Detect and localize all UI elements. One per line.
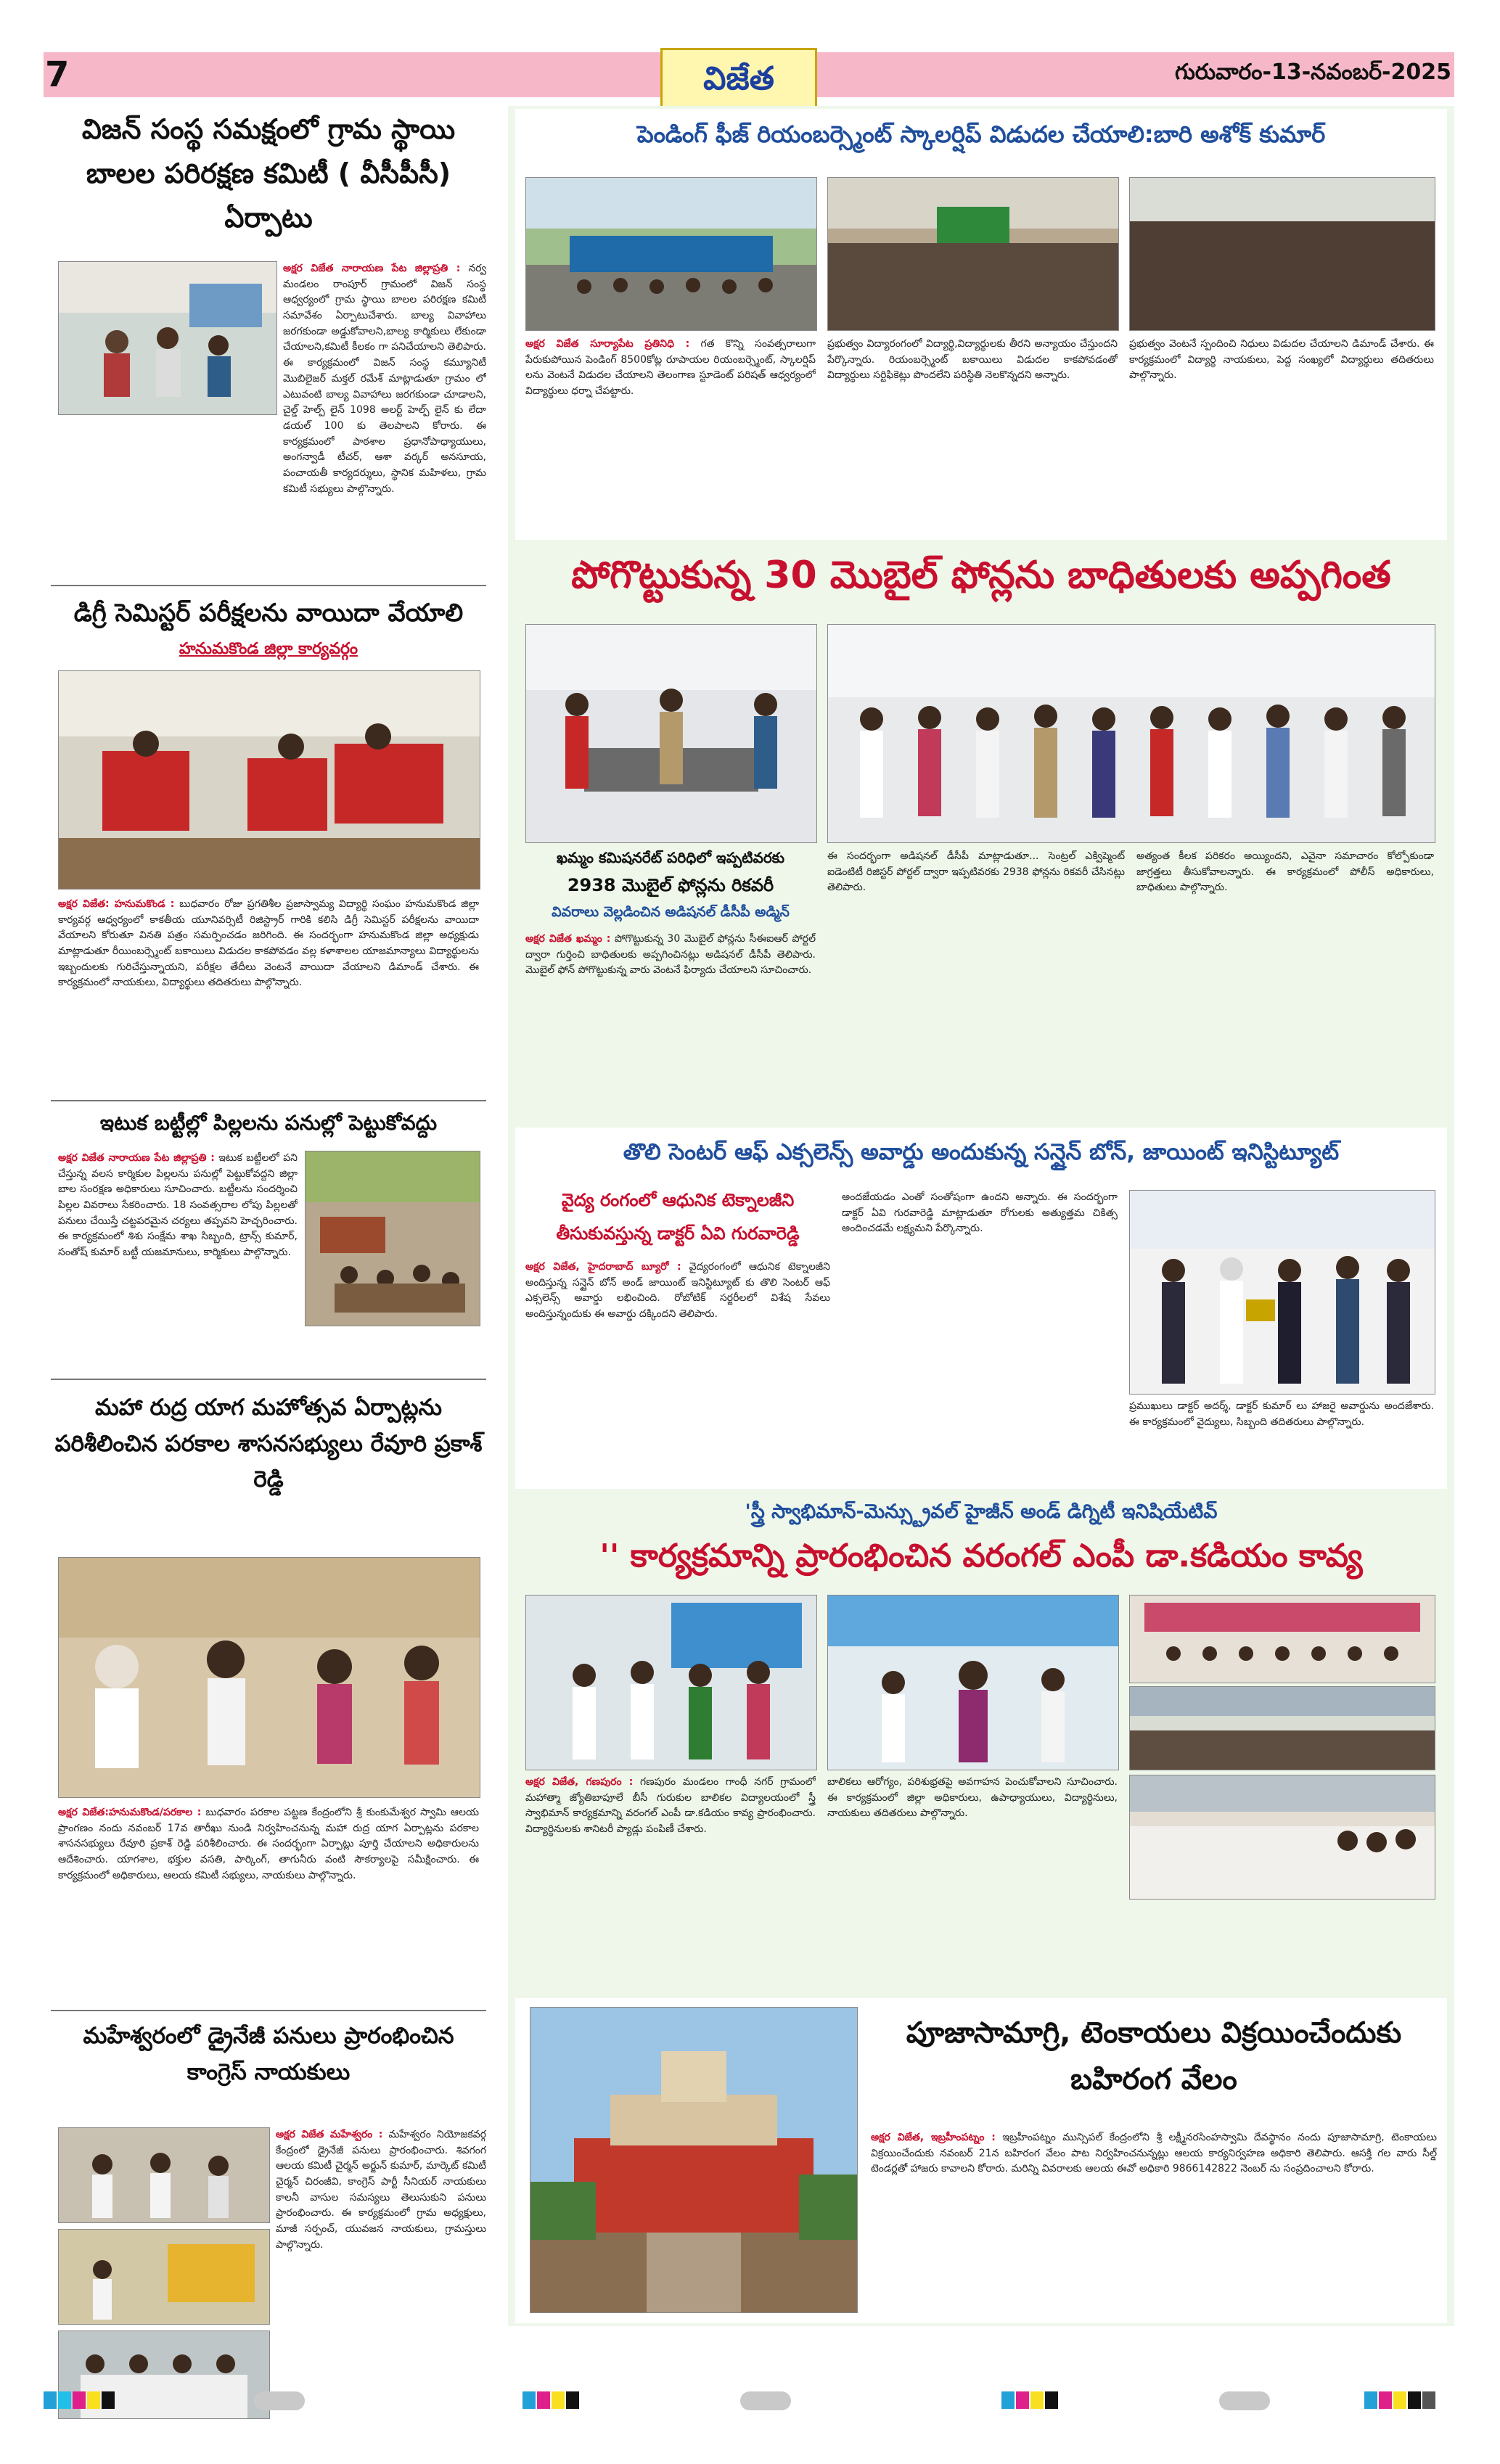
article-fee-body-3 — [1129, 337, 1434, 533]
article-sunshine-dateline: అక్షర విజేత, హైదరాబాద్ బ్యూరో : — [525, 1261, 681, 1273]
article-fee-dateline: అక్షర విజేత సూర్యాపేట ప్రతినిధి : — [525, 338, 690, 350]
subhead-khammam-commissionerate: ఖమ్మం కమిషనరేట్ పరిధిలో ఇప్పటివరకు — [556, 849, 785, 866]
photo-student-protest-1 — [525, 177, 817, 331]
masthead-logo: విజేత — [660, 48, 817, 112]
subhead-additional-dcp: వివరాలు వెల్లడించిన అడిషనల్ డీసీపీ అడ్మిన్ — [552, 904, 790, 920]
article-fee-text-2: ప్రభుత్వం విద్యారంగంలో విద్యార్థి,విద్యార్థులకు తీరని అన్యాయం చేస్తుందని పేర్కొన్నారు. రియంబర్స్మెంట్ బకాయిలు విడుదల కాకపోవడంతో విద్యార్థులు సర్టిఫికెట్లు పొందలేని పరిస్థితి నెలకొన్నదని అన్నారు. — [827, 338, 1118, 382]
article-fee-body-2 — [827, 337, 1118, 533]
article-yaga-body — [58, 1805, 479, 2001]
article-fee-text-3: ప్రభుత్వం వెంటనే స్పందించి నిధులు విడుదల చేయాలని డిమాండ్ చేశారు. ఈ కార్యక్రమంలో విద్యార్థి నాయకులు, పెద్ద సంఖ్యలో విద్యార్థులు తదితరులు పాల్గొన్నారు. — [1129, 338, 1434, 382]
article-sunshine-body-3 — [1129, 1399, 1434, 1482]
article-phones-dateline: అక్షర విజేత ఖమ్మం : — [525, 933, 611, 945]
article-degree-dateline: అక్షర విజేత: హనుమకొండ : — [58, 898, 175, 910]
headline-vision-vcpc: విజన్ సంస్థ సమక్షంలో గ్రామ స్థాయి బాలల పరిరక్షణ కమిటీ ( వీసీపీసీ) ఏర్పాటు — [81, 113, 456, 234]
article-drainage-text: మహేశ్వరం నియోజకవర్గ కేంద్రంలో డ్రైనేజీ పనులు ప్రారంభించారు. శివగంగ ఆలయ కమిటీ చైర్మన్ అర్జున్ కుమార్, మార్కెట్ కమిటీ చైర్మన్ చిరంజీవి, కాంగ్రెస్ పార్టీ సీనియర్ నాయకులు కాలనీ వాసుల సమస్యలు తెలుసుకుని పనులు ప్రారంభించారు. ఈ కార్యక్రమంలో గ్రామ అధ్యక్షులు, మాజీ సర్పంచ్, యువజన నాయకులు, గ్రామస్తులు పాల్గొన్నారు. — [276, 2129, 486, 2251]
article-sunshine-text-2: అందజేయడం ఎంతో సంతోషంగా ఉందని అన్నారు. ఈ సందర్భంగా డాక్టర్ ఏవి గురవారెడ్డి మాట్లాడుతూ రోగులకు అత్యుత్తమ చికిత్స అందించడమే లక్ష్యమని పేర్కొన్నారు. — [842, 1191, 1118, 1235]
issue-date: గురువారం-13-నవంబర్-2025 — [1175, 59, 1451, 85]
article-sunshine-body-2 — [842, 1190, 1118, 1482]
article-sunshine-text-3: ప్రముఖులు డాక్టర్ అదర్శ్, డాక్టర్ కుమార్ లు హాజరై అవార్డును అందజేశారు. ఈ కార్యక్రమంలో వైద్యులు, సిబ్బంది తదితరులు పాల్గొన్నారు. — [1129, 1400, 1434, 1428]
article-drainage-dateline: అక్షర విజేత మహేశ్వరం : — [276, 2129, 383, 2140]
photo-temple — [530, 2007, 858, 2313]
divider — [51, 1379, 486, 1380]
headline-sunshine-award: తొలి సెంటర్ ఆఫ్ ఎక్సలెన్స్ అవార్డు అందుకున్న సన్షైన్ బోన్, జాయింట్ ఇనిస్టిట్యూట్ — [623, 1139, 1340, 1165]
headline-maha-rudra-yaga: మహా రుద్ర యాగ మహోత్సవ ఏర్పాట్లను పరిశీలించిన పరకాల శాసనసభ్యులు రేవూరి ప్రకాశ్ రెడ్డి — [54, 1395, 483, 1493]
article-phones-text-3: అత్యంత కీలక పరికరం అయ్యిందని, ఎవైనా సమాచారం కోల్పోకుండా జాగ్రత్తలు తీసుకోవాలన్నారు. ఈ కార్యక్రమంలో పోలీస్ అధికారులు, బాధితులు పాల్గొన్నారు. — [1136, 850, 1434, 894]
headline-maheshwaram-drainage: మహేశ్వరంలో డ్రైనేజీ పనులు ప్రారంభించిన కాంగ్రెస్ నాయకులు — [83, 2023, 454, 2085]
registration-mark — [522, 2391, 581, 2409]
article-vcpc-body — [283, 261, 486, 566]
article-vcpc-text: నర్వ మండలం రాంపూర్ గ్రామంలో విజన్ సంస్థ ఆధ్వర్యంలో గ్రామ స్థాయి బాలల పరిరక్షణ కమిటీ సమావేశం ఏర్పాటుచేశారు. బాల్య వివాహాలు జరగకుండా అడ్డుకోవాలని,బాల్య కార్మికులు లేకుండా చేయాలని,కమిటీ కీలకం గా పనిచేయాలని తెలిపారు. ఈ కార్యక్రమంలో విజన్ సంస్థ కమ్యూనిటీ మొబిలైజర్ మక్తల్ రమేశ్ మాట్లాడుతూ గ్రామం లో ఎటువంటి బాల్య వివాహాలు జరగకుండా చూడాలని, చైల్డ్ హెల్ప్ లైన్ 1098 అలర్ట్ హెల్ప్ లైన్ కు లేదా డయల్ 100 కు తెలపాలని కోరారు. ఈ కార్యక్రమంలో పాఠశాల ప్రధానోపాధ్యాయులు, అంగన్వాడీ టీచర్, ఆశా వర్కర్ అనసూయ, పంచాయతీ కార్యదర్శులు, స్థానిక మహిళలు, గ్రామ కమిటీ సభ్యులు పాల్గొన్నారు. — [283, 263, 486, 495]
headline-mobile-phones: పోగొట్టుకున్న 30 మొబైల్ ఫోన్లను బాధితులకు అప్పగింత — [571, 554, 1391, 597]
article-brick-text: ఇటుక బట్టీలలో పని చేస్తున్న వలస కార్మికుల పిల్లలను పనుల్లో పెట్టుకోవద్దని జిల్లా బాల సంరక్షణ అధికారులు సూచించారు. బట్టీలను సందర్శించి పిల్లల వివరాలు సేకరించారు. 18 సంవత్సరాల లోపు పిల్లలతో పనులు చేయిస్తే చట్టపరమైన చర్యలు తప్పవని హెచ్చరించారు. ఈ కార్యక్రమంలో శిశు సంక్షేమ శాఖ సిబ్బంది, ట్రాన్స్ కుమార్, సంతోష్ కుమార్ బట్టీ యజమానులు, కార్మికులు పాల్గొన్నారు. — [58, 1152, 298, 1259]
article-degree-text: బుధవారం రోజు ప్రగతిశీల ప్రజాస్వామ్య విద్యార్థి సంఘం హనుమకొండ జిల్లా కార్యవర్గ ఆధ్వర్యంలో కాకతీయ యూనివర్సిటీ రిజిస్ట్రార్ గారికి కలిసి డిగ్రీ సెమిస్టర్ పరీక్షలను వాయిదా వేయాలని కోరుతూ వినతి పత్రం సమర్పించడం జరిగింది. ఈ సందర్భంగా హనుమకొండ జిల్లా అధ్యక్షుడు మాట్లాడుతూ రీయింబర్స్మెంట్ బకాయిలు విడుదల కాకపోవడం వల్ల కళాశాలల యాజమాన్యాలు విద్యార్థులను ఇబ్బందులకు గురిచేస్తున్నాయని, పరీక్షల తేదీలు వెంటనే వాయిదా వేయాలని డిమాండ్ చేశారు. ఈ కార్యక్రమంలో నాయకులు, విద్యార్థులు తదితరులు పాల్గొన్నారు. — [58, 898, 479, 989]
headline-brick-kilns: ఇటుక బట్టీల్లో పిల్లలను పనుల్లో పెట్టుకోవద్దు — [99, 1111, 438, 1135]
article-yaga-text: బుధవారం పరకాల పట్టణ కేంద్రంలోని శ్రీ కుంకుమేశ్వర స్వామి ఆలయ ప్రాంగణం నందు నవంబర్ 17వ తారీఖు నుండి నిర్వహించనున్న మహా రుద్ర యాగ ఏర్పాట్లను పరకాల శాసనసభ్యులు రేవూరి ప్రకాశ్ రెడ్డి పరిశీలించారు. ఈ సందర్భంగా ఏర్పాట్లు పూర్తి చేయాలని అధికారులను ఆదేశించారు. యాగశాల, భక్తుల వసతి, పార్కింగ్, తాగునీరు వంటి సౌకర్యాలపై సమీక్షించారు. ఈ కార్యక్రమంలో అధికారులు, ఆలయ కమిటీ సభ్యులు, నాయకులు పాల్గొన్నారు. — [58, 1807, 479, 1881]
article-phones-text-2: ఈ సందర్భంగా అడిషనల్ డీసీపీ మాట్లాడుతూ... సెంట్రల్ ఎక్విప్మెంట్ ఐడెంటిటీ రిజిస్టర్ పోర్టల్ ద్వారా ఇప్పటివరకు 2938 ఫోన్లను రికవరీ చేసినట్లు తెలిపారు. — [827, 850, 1125, 894]
article-brick-body — [58, 1151, 298, 1368]
subhead-modern-technology: వైద్య రంగంలో ఆధునిక టెక్నాలజీని — [561, 1190, 795, 1210]
article-auction-body — [871, 2130, 1437, 2312]
photo-student-protest-2 — [827, 177, 1119, 331]
headline-fee-reimbursement: పెండింగ్ ఫీజ్ రియంబర్స్మెంట్ స్కాలర్షిప్ విడుదల చేయాలి:బారి అశోక్ కుమార్ — [636, 120, 1326, 148]
divider — [51, 1100, 486, 1101]
registration-oval — [1219, 2391, 1270, 2410]
article-sunshine-body-1 — [525, 1260, 830, 1482]
registration-oval — [740, 2391, 791, 2410]
article-auction-text: ఇబ్రహీంపట్నం మున్సిపల్ కేంద్రంలోని శ్రీ లక్ష్మీనరసింహస్వామి దేవస్థానం నందు పూజాసామాగ్రి, టెంకాయలు విక్రయించేందుకు నవంబర్ 21న బహిరంగ వేలం పాట నిర్వహించనున్నట్లు ఆలయ కార్యనిర్వహణ అధికారి తెలిపారు. ఆసక్తి గల వారు సీల్డ్ టెండర్లతో హాజరు కావాలని కోరారు. మరిన్ని వివరాలకు ఆలయ ఈవో అధికారి 9866142822 నెంబర్ ను సంప్రదించాలని కోరారు. — [871, 2132, 1437, 2175]
photo-drainage-2 — [58, 2229, 270, 2325]
registration-mark — [44, 2391, 116, 2409]
photo-yaga-inspection — [58, 1557, 480, 1798]
article-swabhiman-dateline: అక్షర విజేత, గణపురం : — [525, 1776, 634, 1788]
photo-phones-handover-1 — [525, 624, 817, 843]
article-vcpc-dateline: అక్షర విజేత నారాయణ పేట జిల్లాప్రతి : — [283, 263, 461, 274]
right-column — [508, 106, 1454, 2326]
registration-oval — [254, 2391, 305, 2410]
headline-temple-auction: పూజాసామాగ్రి, టెంకాయలు విక్రయించేందుకు బహిరంగ వేలం — [906, 2016, 1402, 2096]
photo-degree-exams — [58, 670, 480, 890]
divider — [51, 585, 486, 586]
article-sunshine-text-1: వైద్యరంగంలో ఆధునిక టెక్నాలజీని అందిస్తున్న సన్షైన్ బోన్ అండ్ జాయింట్ ఇనిస్టిట్యూట్ కు తొలి సెంటర్ ఆఫ్ ఎక్సలెన్స్ అవార్డు లభించింది. రోబోటిక్ సర్జరీలలో విశేష సేవలు అందిస్తున్నందుకు ఈ అవార్డు దక్కిందని తెలిపారు. — [525, 1261, 830, 1321]
article-phones-body-1 — [525, 932, 816, 1120]
subhead-dr-guravareddy: తీసుకువస్తున్న డాక్టర్ ఏవి గురవారెడ్డి — [556, 1223, 800, 1244]
photo-swabhiman-2 — [827, 1595, 1119, 1770]
photo-swabhiman-3 — [1129, 1595, 1435, 1683]
article-auction-dateline: అక్షర విజేత, ఇబ్రహీంపట్నం : — [871, 2132, 996, 2143]
photo-award-ceremony — [1129, 1190, 1435, 1395]
article-fee-text-1: గత కొన్ని సంవత్సరాలుగా పేరుకుపోయిన పెండింగ్ 8500కోట్ల రూపాయల రియంబర్స్మెంట్, స్కాలర్షిప్ లను వెంటనే విడుదల చేయాలని తెలంగాణ స్టూడెంట్ పరిషత్ ఆధ్వర్యంలో విద్యార్థులు ధర్నా చేపట్టారు. — [525, 338, 816, 398]
article-swabhiman-body-1 — [525, 1775, 816, 1992]
photo-drainage-1 — [58, 2127, 270, 2223]
photo-swabhiman-4 — [1129, 1686, 1435, 1770]
article-phones-body-2 — [827, 849, 1125, 1120]
headline-sthree-swabhiman-2: '' కార్యక్రమాన్ని ప్రారంభించిన వరంగల్ ఎంపీ డా.కడియం కావ్య — [599, 1537, 1363, 1574]
photo-vcpc-meeting — [58, 261, 277, 415]
photo-phones-handover-2 — [827, 624, 1435, 843]
headline-sthree-swabhiman-1: 'స్త్రీ స్వాభిమాన్-మెన్స్ట్రువల్ హైజీన్ అండ్ డిగ్నిటీ ఇనిషియేటివ్ — [745, 1500, 1218, 1523]
photo-swabhiman-5 — [1129, 1775, 1435, 1900]
article-phones-body-3 — [1136, 849, 1434, 1120]
article-phones-text-1: పోగొట్టుకున్న 30 మొబైల్ ఫోన్లను సీఈఐఆర్ పోర్టల్ ద్వారా గుర్తించి బాధితులకు అప్పగించినట్లు అడిషనల్ డీసీపీ తెలిపారు. మొబైల్ ఫోన్ పోగొట్టుకున్న వారు వెంటనే ఫిర్యాదు చేయాలని సూచించారు. — [525, 933, 816, 977]
photo-student-protest-3 — [1129, 177, 1435, 331]
headline-degree-exams: డిగ్రీ సెమిస్టర్ పరీక్షలను వాయిదా వేయాలి — [73, 599, 464, 628]
subhead-2938-phones: 2938 మొబైల్ ఫోన్లను రికవరీ — [567, 875, 774, 895]
article-swabhiman-text-2: బాలికలు ఆరోగ్యం, పరిశుభ్రతపై అవగాహన పెంచుకోవాలని సూచించారు. ఈ కార్యక్రమంలో జిల్లా అధికారులు, ఉపాధ్యాయులు, విద్యార్థినులు, నాయకులు తదితరులు పాల్గొన్నారు. — [827, 1776, 1118, 1820]
article-swabhiman-body-2 — [827, 1775, 1118, 1992]
divider — [51, 2010, 486, 2011]
registration-mark — [1364, 2391, 1437, 2409]
article-degree-body — [58, 897, 479, 1085]
subhead-hanumakonda: హనుమకొండ జిల్లా కార్యవర్గం — [179, 640, 358, 658]
registration-mark — [1001, 2391, 1060, 2409]
article-yaga-dateline: అక్షర విజేత:హనుమకొండ/పరకాల : — [58, 1807, 202, 1818]
article-drainage-body — [276, 2127, 486, 2418]
article-brick-dateline: అక్షర విజేత నారాయణ పేట జిల్లాప్రతి : — [58, 1152, 215, 1164]
article-fee-body-1 — [525, 337, 816, 533]
photo-swabhiman-1 — [525, 1595, 817, 1770]
article-swabhiman-text-1: గణపురం మండలం గాంధీ నగర్ గ్రామంలో మహాత్మా జ్యోతిబాపూలే బీసీ గురుకుల బాలికల విద్యాలయంలో స్త్రీ స్వాభిమాన్ కార్యక్రమాన్ని వరంగల్ ఎంపీ డా.కడియం కావ్య ప్రారంభించారు. విద్యార్థినులకు శానిటరీ ప్యాడ్లు పంపిణీ చేశారు. — [525, 1776, 816, 1836]
left-column — [44, 106, 493, 2326]
page-number: 7 — [45, 54, 70, 95]
photo-brick-kilns — [305, 1151, 480, 1326]
